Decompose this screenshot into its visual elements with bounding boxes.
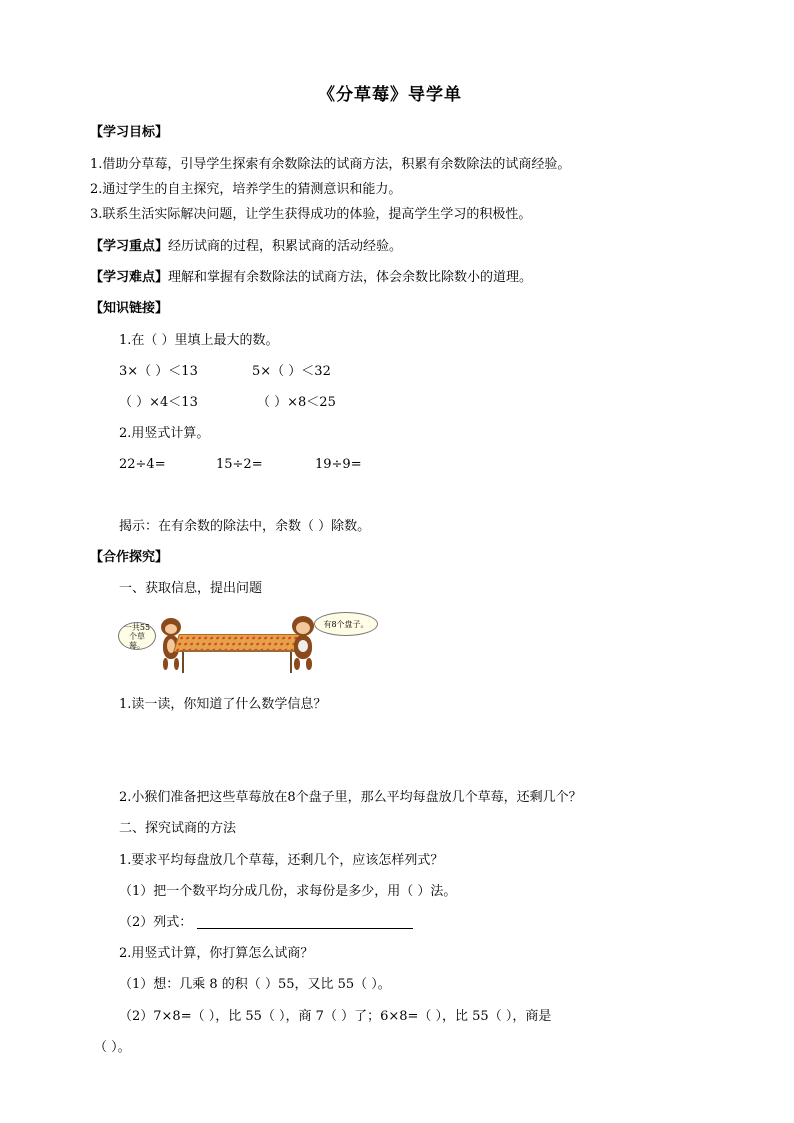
fill-item: （ ）×4＜13 bbox=[119, 395, 198, 410]
knowledge-q2: 2.用竖式计算。 bbox=[119, 426, 210, 441]
objective-2: 2.通过学生的自主探究，培养学生的猜测意识和能力。 bbox=[90, 182, 402, 197]
bubble-left-text: 一共55个草莓。 bbox=[123, 622, 151, 650]
strawberry-illustration bbox=[118, 612, 378, 676]
knowledge-hint: 揭示：在有余数的除法中，余数（ ）除数。 bbox=[119, 519, 371, 534]
key-point-heading: 【学习重点】 bbox=[90, 239, 169, 254]
key-point bbox=[90, 238, 402, 256]
speech-bubble-right bbox=[314, 612, 378, 636]
part2-q2-b: （2）7×8=（ ），比 55（ ），商 7（ ）了；6×8=（ ），比 55（ ），商是 bbox=[119, 1009, 552, 1024]
fill-item: 5×（ ）＜32 bbox=[252, 364, 331, 379]
explore-part1: 一、获取信息，提出问题 bbox=[119, 581, 263, 596]
page-title: 《分草莓》导学单 bbox=[318, 85, 462, 105]
difficulty bbox=[90, 269, 532, 287]
calc-item: 19÷9= bbox=[315, 457, 362, 472]
objective-3: 3.联系生活实际解决问题，让学生获得成功的体验，提高学生学习的积极性。 bbox=[90, 207, 532, 222]
objectives-heading: 【学习目标】 bbox=[90, 125, 169, 140]
explore-part2: 二、探究试商的方法 bbox=[119, 821, 237, 836]
key-point-text: 经历试商的过程，积累试商的活动经验。 bbox=[168, 239, 403, 254]
objective-1: 1.借助分草莓，引导学生探索有余数除法的试商方法，积累有余数除法的试商经验。 bbox=[90, 157, 571, 172]
bubble-right-text: 有8个盘子。 bbox=[323, 619, 369, 629]
speech-bubble-left bbox=[118, 622, 156, 650]
fill-item: （ ）×8＜25 bbox=[257, 395, 336, 410]
knowledge-heading: 【知识链接】 bbox=[90, 301, 169, 316]
calc-item: 15÷2= bbox=[216, 457, 263, 472]
explore-q1: 1.读一读，你知道了什么数学信息？ bbox=[119, 697, 327, 712]
knowledge-q1: 1.在（ ）里填上最大的数。 bbox=[119, 333, 279, 348]
monkey-right bbox=[288, 616, 316, 670]
table-leg bbox=[182, 651, 184, 673]
part2-q2-a: （1）想：几乘 8 的积（ ）55，又比 55（ ）。 bbox=[119, 977, 391, 992]
explore-q2: 2.小猴们准备把这些草莓放在8个盘子里，那么平均每盘放几个草莓，还剩几个？ bbox=[119, 790, 582, 805]
difficulty-heading: 【学习难点】 bbox=[90, 270, 169, 285]
part2-q1-b: （2）列式： bbox=[119, 915, 193, 930]
explore-heading: 【合作探究】 bbox=[90, 550, 169, 565]
fill-item: 3×（ ）＜13 bbox=[119, 364, 198, 379]
table-edge bbox=[180, 650, 298, 652]
difficulty-text: 理解和掌握有余数除法的试商方法，体会余数比除数小的道理。 bbox=[168, 270, 533, 285]
part2-q2: 2.用竖式计算，你打算怎么试商？ bbox=[119, 946, 314, 961]
part2-q1: 1.要求平均每盘放几个草莓，还剩几个，应该怎样列式？ bbox=[119, 853, 444, 868]
part2-q2-c: （ ）。 bbox=[94, 1040, 131, 1055]
calc-item: 22÷4= bbox=[119, 457, 166, 472]
answer-line bbox=[197, 928, 413, 929]
part2-q1-a: （1）把一个数平均分成几份，求每份是多少，用（ ）法。 bbox=[119, 884, 457, 899]
